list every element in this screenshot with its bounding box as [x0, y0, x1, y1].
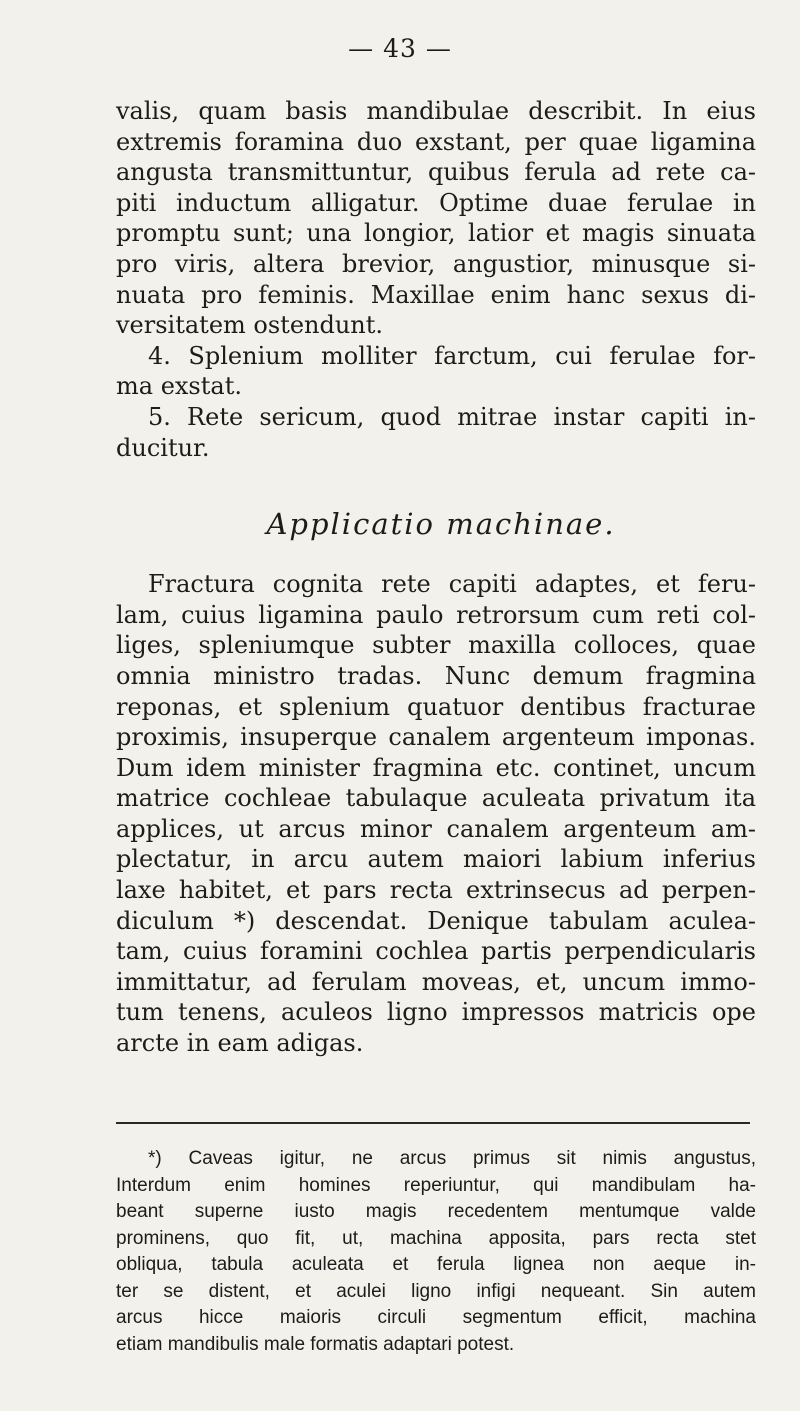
text-line: ducitur.	[116, 433, 210, 462]
text-line: liges, spleniumque subter maxilla colloces, quae	[116, 631, 756, 660]
main-text	[116, 96, 756, 1059]
text-line: proximis, insuperque canalem argenteum imponas.	[116, 723, 756, 752]
text-line: diculum *) descendat. Denique tabulam aculea-	[116, 906, 756, 935]
text-line: valis, quam basis mandibulae describit. In eius	[116, 97, 756, 125]
page-number: — 43 —	[348, 34, 452, 63]
footnote	[116, 1146, 756, 1358]
text-line: laxe habitet, et pars recta extrinsecus ad perpen-	[116, 876, 756, 905]
list-item-4	[116, 341, 756, 402]
text-line: applices, ut arcus minor canalem argenteum am-	[116, 814, 756, 843]
text-line: matrice cochleae tabulaque aculeata privatum ita	[116, 784, 756, 813]
footnote-line: obliqua, tabula aculeata et ferula lignea non aeque in-	[116, 1254, 756, 1275]
list-item-5	[116, 402, 756, 463]
footnote-line: ter se distent, et aculei ligno infigi nequeant. Sin autem	[116, 1280, 756, 1302]
text-line: reponas, et splenium quatuor dentibus fracturae	[116, 692, 756, 721]
footnote-divider	[116, 1122, 750, 1124]
footnote-line: beant superne iusto magis recedentem mentumque valde	[116, 1201, 756, 1222]
text-line: lam, cuius ligamina paulo retrorsum cum reti col-	[116, 600, 756, 629]
text-line: tum tenens, aculeos ligno impressos matricis ope	[116, 998, 756, 1027]
text-line: extremis foramina duo exstant, per quae ligamina	[116, 127, 756, 156]
paragraph-applicatio	[116, 569, 756, 1059]
text-line: pro viris, altera brevior, angustior, minusque si-	[116, 249, 756, 278]
footnote-line: arcus hicce maioris circuli segmentum efficit, machina	[116, 1307, 756, 1328]
footnote-line: Interdum enim homines reperiuntur, qui mandibulam ha-	[116, 1174, 756, 1196]
text-line: ma exstat.	[116, 372, 242, 401]
text-line: versitatem ostendunt.	[116, 311, 384, 340]
text-line: 4. Splenium molliter farctum, cui ferulae for-	[148, 341, 756, 370]
text-line: Dum idem minister fragmina etc. continet, uncum	[116, 753, 756, 782]
section-heading: Applicatio machinae.	[266, 507, 616, 542]
text-line: 5. Rete sericum, quod mitrae instar capiti in-	[148, 402, 756, 431]
footnote-line: etiam mandibulis male formatis adaptari potest.	[116, 1333, 515, 1355]
footnote-line: *) Caveas igitur, ne arcus primus sit nimis angustus,	[148, 1148, 756, 1169]
text-line: arcte in eam adigas.	[116, 1029, 364, 1058]
text-line: nuata pro feminis. Maxillae enim hanc sexus di-	[116, 280, 756, 309]
footnote-line: prominens, quo fit, ut, machina apposita, pars recta stet	[116, 1227, 756, 1249]
text-line: Fractura cognita rete capiti adaptes, et feru-	[148, 570, 756, 599]
text-line: tam, cuius foramini cochlea partis perpendicularis	[116, 937, 756, 966]
text-line: immittatur, ad ferulam moveas, et, uncum immo-	[116, 967, 756, 996]
paragraph-continuation	[116, 96, 756, 341]
text-line: promptu sunt; una longior, latior et magis sinuata	[116, 219, 756, 248]
text-line: piti inductum alligatur. Optime duae ferulae in	[116, 188, 756, 217]
text-line: plectatur, in arcu autem maiori labium inferius	[116, 845, 756, 874]
text-line: omnia ministro tradas. Nunc demum fragmina	[116, 661, 756, 690]
text-line: angusta transmittuntur, quibus ferula ad rete ca-	[116, 158, 756, 187]
